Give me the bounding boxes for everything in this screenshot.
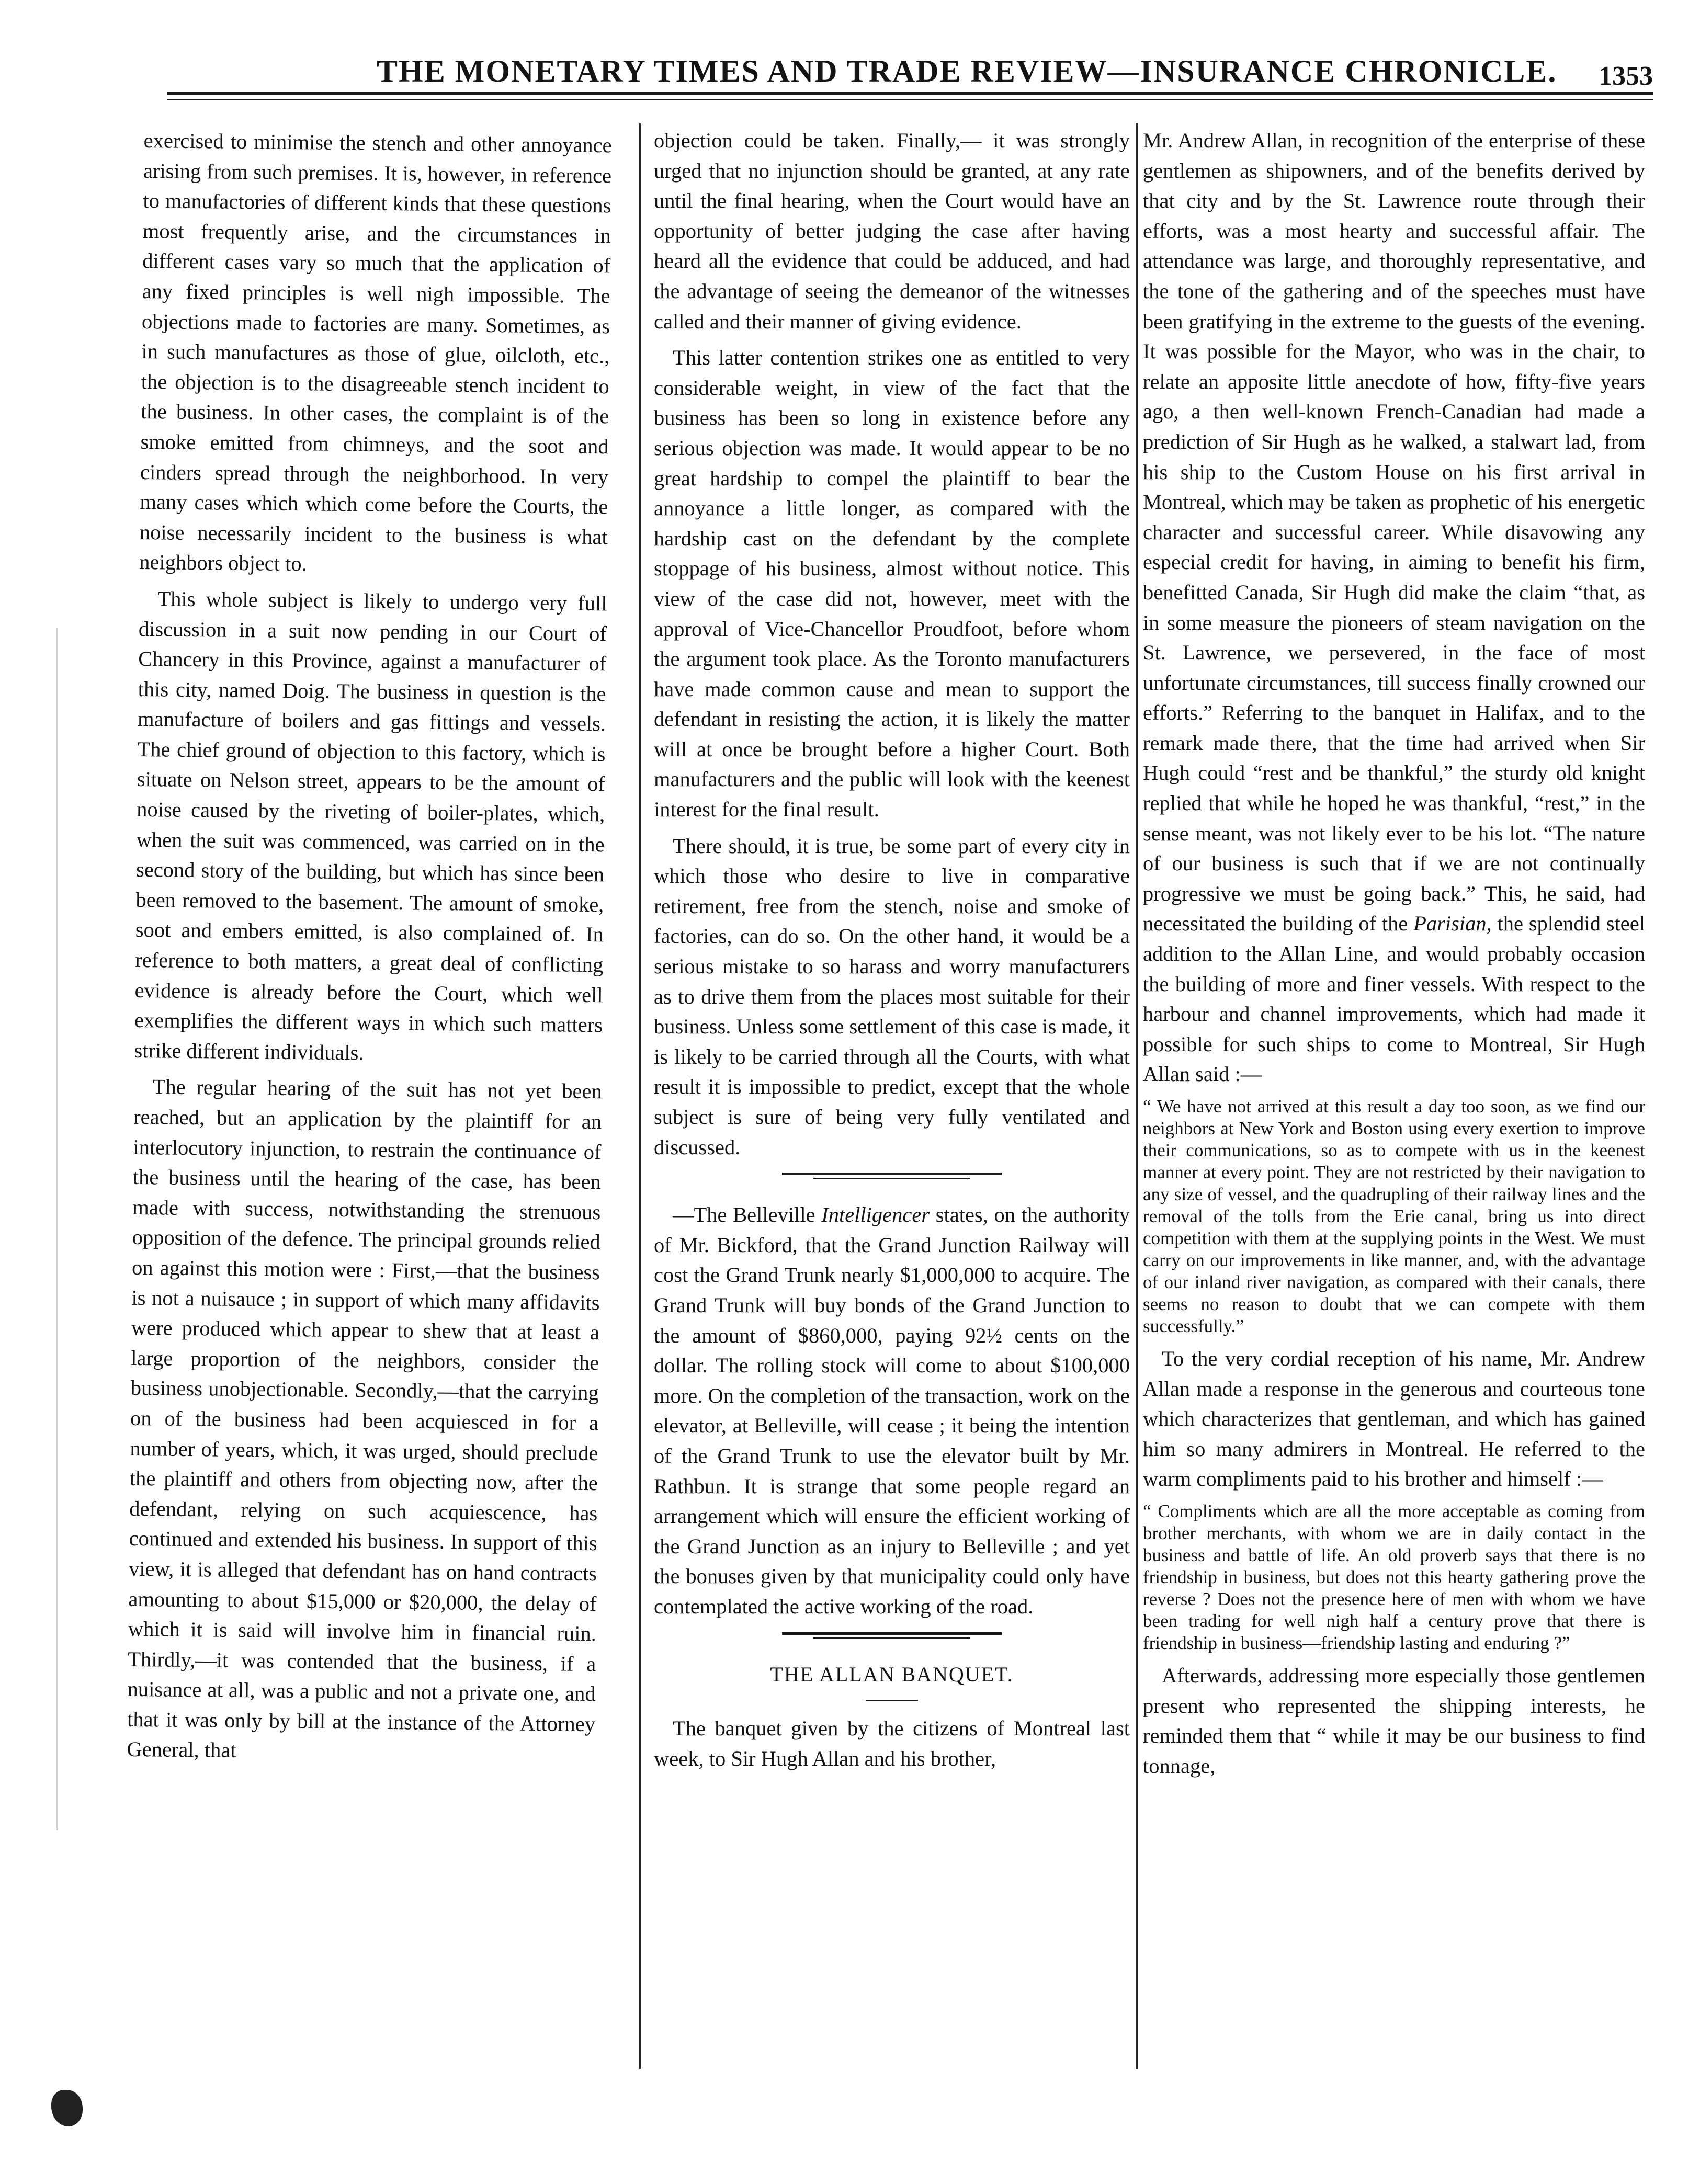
ship-name: Parisian bbox=[1413, 912, 1487, 936]
page-binding-shadow bbox=[56, 628, 58, 1830]
col1-paragraph-1: exercised to minimise the stench and other annoyance arising from such premises. It is, however, in reference to manufactories of different kinds that these questions most frequently arise, and the circumstances in different cases vary so much that the application of any fixed principles is well nigh impossible. The objections made to factories are many. Sometimes, as in such manufactures as those of glue, oilcloth, etc., the objection is to the disagreeable stench incident to the business. In other cases, the complaint is of the smoke emitted from chimneys, and the soot and cinders spread through the neighborhood. In very many cases which which come before the Courts, the noise necessarily incident to the business is what neighbors object to. bbox=[139, 128, 612, 576]
running-title: THE MONETARY TIMES AND TRADE REVIEW—INSURANCE CHRONICLE. bbox=[377, 54, 1557, 88]
ink-blot bbox=[51, 2090, 83, 2126]
page-number: 1353 bbox=[1599, 61, 1653, 91]
heading-underline bbox=[866, 1700, 918, 1701]
column-3 bbox=[1143, 126, 1645, 2071]
column-1 bbox=[123, 126, 612, 2076]
hugh-allan-quote: “ We have not arrived at this result a day too soon, as we find our neighbors at New York and Boston using every exertion to improve their communications, so as to compete with us in the keenest manner at every point. They are not restricted by their navigation to any size of vessel, and the quadrupling of their railway lines and the removal of the tolls from the Erie canal, bring us into direct competition with them at the supplying points in the West. We must carry on our improvements in like manner, and, with the advantage of our inland river navigation, as compared with their canals, there seems no reason to doubt that we can compete with them successfully.” bbox=[1143, 1096, 1645, 1336]
col2-paragraph-3: There should, it is true, be some part of every city in which those who desire to live in comparative retirement, free from the stench, noise and smoke of factories, can do so. On the other hand, it would be a serious mistake to so harass and worry manufacturers as to drive them from the places most suitable for their business. Unless some settlement of this case is made, it is likely to be carried through all the Courts, with what result it is impossible to predict, except that the whole subject is sure of being very fully ventilated and discussed. bbox=[654, 834, 1130, 1159]
banquet-text-rest: , the splendid steel addition to the Allan Line, and would probably occasion the building of more and finer vessels. With respect to the harbour and channel improvements, which had made it possible for such ships to come to Montreal, Sir Hugh Allan said :— bbox=[1143, 912, 1645, 1086]
header-rule-thin bbox=[167, 99, 1653, 100]
col3-paragraph-3: Afterwards, addressing more especially those gentlemen present who represented the shipping interests, he reminded them that “ while it may be our business to find tonnage, bbox=[1143, 1663, 1645, 1778]
col2-banquet-intro: The banquet given by the citizens of Montreal last week, to Sir Hugh Allan and his brother, bbox=[654, 1716, 1130, 1770]
col1-paragraph-2: This whole subject is likely to undergo very full discussion in a suit now pending in our Court of Chancery in this Province, against a manufacturer of this city, named Doig. The business in question is the manufacture of boilers and gas fittings and vessels. The chief ground of objection to this factory, which is situate on Nelson street, appears to be the amount of noise caused by the riveting of boiler-plates, which, when the suit was commenced, was carried on in the second story of the building, but which has since been been removed to the basement. The amount of smoke, soot and embers emitted, is also complained of. In reference to both matters, a great deal of conflicting evidence is already before the Court, which well exemplifies the different ways in which such matters strike different individuals. bbox=[134, 587, 607, 1065]
col1-paragraph-3: The regular hearing of the suit has not yet been reached, but an application by the plaintiff for an interlocutory injunction, to restrain the continuance of the business until the hearing of the case, has been made with success, notwithstanding the strenuous opposition of the defence. The principal grounds relied on against this motion were : First,—that the business is not a nuisauce ; in support of which many affidavits were produced which appear to shew that at least a large proportion of the neighbors, consider the business unobjectionable. Secondly,—that the carrying on of the business had been acquiesced in for a number of years, which, it was urged, should preclude the plaintiff and others from objecting now, after the defendant, relying on such acquiescence, has continued and extended his business. In support of this view, it is alleged that defendant has on hand contracts amounting to about $15,000 or $20,000, the delay of which it is said will involve him in financial ruin. Thirdly,—it was contended that the business, if a nuisance at all, was a public and not a private one, and that it was only by bill at the instance of the Attorney General, that bbox=[127, 1075, 602, 1762]
andrew-allan-quote: “ Compliments which are all the more acceptable as coming from brother merchants, with whom we are in daily contact in the business and battle of life. An old proverb says that there is no friendship in business, but does not this hearty gathering prove the reverse ? Does not the presence here of men with whom we have been trading for well nigh half a century prove that there is friendship in business—friendship lasting and enduring ?” bbox=[1143, 1500, 1645, 1653]
column-2 bbox=[654, 126, 1130, 2071]
banquet-text-start: Mr. Andrew Allan, in recognition of the enterprise of these gentlemen as shipowners, and of the benefits derived by that city and by the St. Lawrence route through their efforts, was a most hearty and successful affair. The attendance was large, and thoroughly representative, and the tone of the gathering and of the speeches must have been gratifying in the extreme to the guests of the evening. It was possible for the Mayor, who was in the chair, to relate an apposite little anecdote of how, fifty-five years ago, a then well-known French-Canadian had made a prediction of Sir Hugh as he walked, a stalwart lad, from his ship to the Custom House on his first arrival in Montreal, which may be taken as prophetic of his energetic character and successful career. While disavowing any especial credit for having, in aiming to benefit his firm, benefitted Canada, Sir Hugh did make the claim “that, as in some measure the pioneers of steam navigation on the St. Lawrence, we persevered, in the face of most unfortunate circumstances, till success finally crowned our efforts.” Referring to the banquet in Halifax, and to the remark made there, that the time had arrived when Sir Hugh could “rest and be thankful,” the sturdy old knight replied that while he hoped he was thankful, “rest,” in the sense meant, was not likely ever to be his lot. “The nature of our business is such that if we are not continually progressive we must be going back.” This, he said, had necessitated the building of the bbox=[1143, 129, 1645, 936]
belleville-text-rest: states, on the authority of Mr. Bickford, that the Grand Junction Railway will cost the Grand Trunk nearly $1,000,000 to acquire. The Grand Trunk will buy bonds of the Grand Junction to the amount of $860,000, paying 92½ cents on the dollar. The rolling stock will come to about $100,000 more. On the completion of the transaction, work on the elevator, at Belleville, will cease ; it being the intention of the Grand Trunk to use the elevator built by Mr. Rathbun. It is strange that some people regard an arrangement which will ensure the efficient working of the Grand Junction as an injury to Belleville ; and yet the bonuses given by that municipality could only have contemplated the active working of the road. bbox=[654, 1203, 1130, 1618]
column-divider-2 bbox=[1136, 123, 1138, 2069]
section-divider-2 bbox=[782, 1629, 1002, 1644]
col2-belleville-item bbox=[654, 1200, 1130, 1621]
belleville-text-start: —The Belleville bbox=[673, 1203, 822, 1227]
col3-paragraph-1 bbox=[1143, 126, 1645, 1089]
column-divider-1 bbox=[639, 123, 641, 2069]
col2-paragraph-2: This latter contention strikes one as entitled to very considerable weight, in view of the fact that the business has been so long in existence before any serious objection was made. It would appear to be no great hardship to compel the plaintiff to bear the annoyance a little longer, as compared with the hardship cast on the defendant by the complete stoppage of his business, almost without notice. This view of the case did not, however, meet with the approval of Vice-Chancellor Proudfoot, before whom the argument took place. As the Toronto manufacturers have made common cause and mean to support the defendant in resisting the action, it is likely the matter will at once be brought before a higher Court. Both manufacturers and the public will look with the keenest interest for the final result. bbox=[654, 346, 1130, 822]
col3-paragraph-2: To the very cordial reception of his name, Mr. Andrew Allan made a response in the generous and courteous tone which characterizes that gentleman, and which has gained him so many admirers in Montreal. He referred to the warm compliments paid to his brother and himself :— bbox=[1143, 1347, 1645, 1491]
article-heading: THE ALLAN BANQUET. bbox=[770, 1662, 1014, 1686]
header-rule-thick bbox=[167, 92, 1653, 95]
section-divider-1 bbox=[782, 1169, 1002, 1184]
col2-paragraph-1: objection could be taken. Finally,— it was strongly urged that no injunction should be granted, at any rate until the final hearing, when the Court would have an opportunity of better judging the case after having heard all the evidence that could be adduced, and had the advantage of seeing the demeanor of the witnesses called and their manner of giving evidence. bbox=[654, 129, 1130, 333]
newspaper-name: Intelligencer bbox=[821, 1203, 930, 1227]
